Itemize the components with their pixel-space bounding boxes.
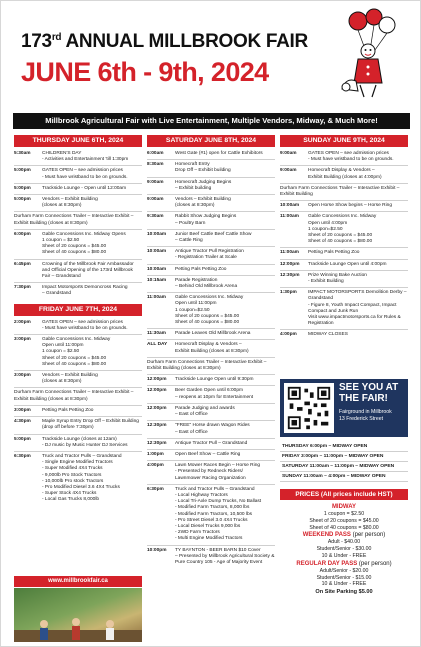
event-row: 9:00am Homecraft Judging Begins – Exhibit building: [147, 178, 275, 195]
price-line: Sheet of 40 coupons = $80.00: [309, 524, 379, 531]
event-row: 5:00pm GATES OPEN – see admission prices - Must have wristband to be on grounds.: [14, 166, 142, 183]
midway-hours-row: SUNDAY 11:00am – 4:00pm – MIDWAY OPEN: [280, 472, 408, 482]
event-row: 5:00pm Vendors – Exhibit Building (closes at 8:30pm): [14, 195, 142, 212]
midway-hours-row: THURSDAY 6:00pm – MIDWAY OPEN: [280, 442, 408, 452]
event-row: 6:00pm Gable Concessions Inc. Midway Opens 1 coupon = $2.50 Sheet of 20 coupons = $45.00 Sheet of 40 coupons = $80.00: [14, 230, 142, 260]
sunday-events: [280, 149, 408, 341]
event-row: 11:00am Gable Concessions Inc. Midway Open until 11:00pm 1 coupon=$2.50 Sheet of 20 coupons = $45.00 Sheet of 40 coupons = $80.00: [147, 293, 275, 329]
midway-hours-row: SATURDAY 11:00am – 11:00pm – MIDWAY OPEN: [280, 462, 408, 472]
day-heading-sunday: SUNDAY JUNE 9TH, 2024: [280, 135, 408, 147]
qr-code-icon[interactable]: [284, 383, 334, 433]
event-row: 9:00am GATES OPEN – see admission prices - Must have wristband to be on grounds.: [280, 149, 408, 166]
fair-photo: [14, 588, 142, 642]
event-row: 10:15am Parade Registration – Behind Old Millbrook Arena: [147, 276, 275, 293]
price-line: 1 coupon = $2.50: [323, 511, 365, 517]
weekend-pass-title: WEEKEND PASS (per person): [302, 532, 386, 539]
event-row: 4:00pm MIDWAY CLOSES: [280, 332, 348, 338]
event-row: 10:00am Junior Beef Cattle Beef Cattle Show – Cattle Ring: [147, 230, 275, 247]
poster-title: 173rd ANNUAL MILLBROOK FAIR: [21, 31, 308, 52]
price-line: 10 & Under - FREE: [321, 581, 367, 588]
event-row: 4:00pm Lawn Mower Races Begin – Horse Ring - Presented by Redneck Riders/ Lawnmower Racing Organization: [147, 461, 275, 485]
event-row: 9:30am Rabbit Show Judging Begins – Poultry Barn: [147, 212, 275, 229]
event-banner: Millbrook Agricultural Fair with Live Entertainment, Multiple Vendors, Midway, & Much More!: [13, 113, 410, 129]
event-row: 11:00am Gable Concessions Inc. Midway Open until 4:00pm 1 coupon=$2.50 Sheet of 20 coupons = $45.00 Sheet of 40 coupons = $80.00: [280, 212, 408, 248]
event-row: 6:30pm Truck and Tractor Pulls – Grandstand - Single Engine Modified Tractors - Super Modified 4X4 Trucks - 9,000lb Pro Stock Tractors - 10,000lb Pro stock Tractors - Pro Modified Diesel 3.6 4X4 Trucks - Super Stock 4X4 Trucks - Local Gas Trucks 8,000lb: [14, 453, 122, 503]
see-you-box: [280, 379, 408, 437]
event-row: 11:00am Petting Pals Petting Zoo: [280, 248, 408, 259]
prices-panel: [280, 489, 408, 596]
event-row: 12:00pm Trackside Lounge Open until 9:30pm: [147, 375, 275, 386]
event-row: 5:00pm Trackside Lounge (closes at 12am) - DJ music by Music Hunter DJ Services: [14, 435, 142, 452]
price-line: Adult - $40.00: [327, 539, 361, 546]
event-row: 6:45pm Crowning of the Millbrook Fair Ambassador and Official Opening of the 173rd Millbrook Fair – Grandstand: [14, 260, 142, 284]
event-row: Durham Farm Connections Trailer – Interactive Exhibit – Exhibit Building (closes at 8:30pm): [14, 388, 142, 405]
day-heading-saturday: SATURDAY JUNE 8TH, 2024: [147, 135, 275, 147]
event-row: Durham Farm Connections Trailer – Interactive Exhibit – Exhibit Building (closes at 8:30pm): [14, 212, 142, 229]
event-row: 12:00pm Beer Garden Open until 6:00pm – reopens at 10pm for Entertainment: [147, 386, 275, 403]
event-row: 1:00pm Open Beef Show – Cattle Ring: [147, 450, 275, 461]
event-row: 9:00am Vendors – Exhibit Building (closes at 8:30pm): [147, 195, 275, 212]
prices-heading: PRICES (All prices include HST): [280, 489, 408, 500]
event-row: 9:00am Homecraft Display & Vendors – Exhibit Building (closes at 4:00pm): [280, 166, 408, 183]
event-row: 10:00am Antique Tractor Pull Registration - Registration Trailer at Scale: [147, 247, 275, 264]
day-pass-title: REGULAR DAY PASS (per person): [296, 560, 392, 567]
price-line: Sheet of 20 coupons = $45.00: [309, 517, 379, 524]
thursday-events: [14, 149, 142, 300]
event-row: 3:00pm Gable Concessions Inc. Midway Open until 11:00pm 1 coupon = $2.50 Sheet of 20 coupons = $45.00 Sheet of 40 coupons = $80.00: [14, 335, 142, 371]
day-heading-friday: FRIDAY JUNE 7TH, 2024: [14, 304, 142, 316]
event-row: Durham Farm Connections Trailer – Interactive Exhibit – Exhibit Building: [280, 184, 408, 201]
poster-dates: JUNE 6th - 9th, 2024: [21, 57, 269, 87]
midway-hours-row: FRIDAY 3:00pm – 11:00pm – MIDWAY OPEN: [280, 452, 408, 462]
column-thursday-friday: [14, 135, 142, 506]
event-row: 6:30pm Truck and Tractor Pulls – Grandstand - Local Highway Tractors - Local Tri-Axle Dump Trucks, No Ballast - Modified Farm Tractors, 8,000 lbs - Modified Farm Tractors, 10,500 lbs - Pro Street Diesel 3.0 4X4 Trucks - Local Diesel Trucks 9,000 lbs - 2WD Farm Tractors - Multi Engine Modified Tractors: [147, 485, 275, 546]
event-row: 5:00pm Trackside Lounge - Open until 12:00am: [14, 184, 142, 195]
event-row: 12:00pm Trackside Lounge Open until 4:00pm: [280, 260, 408, 271]
event-row: 10:00am Petting Pals Petting Zoo: [147, 265, 275, 276]
event-row: 8:30am Homecraft Entry Drop Off – Exhibit building: [147, 160, 275, 177]
event-row: 3:00pm Vendors – Exhibit Building (closes at 8:30pm): [14, 371, 142, 388]
event-row: Durham Farm Connections Trailer – Interactive Exhibit – Exhibit Building (closes at 8:30pm): [147, 358, 275, 375]
event-row: 3:00pm Petting Pals Petting Zoo: [14, 406, 142, 417]
event-row: 10:00pm TY BAYNTON - BEER BARN $10 Cover – Presented by Millbrook Agricultural Society & Pure Country 105 - Age of Majority Event: [147, 547, 275, 565]
event-row: 10:00am Open Horse Show begins – Horse Ring: [280, 201, 408, 212]
event-row: 2:00pm GATES OPEN – see admission prices - Must have wristband to be on grounds.: [14, 318, 142, 335]
event-row: 1:30pm IMPACT MOTORSPORTS Demolition Derby – Grandstand - Figure 8, Youth Impact Compact, Impact Compact and Junk Run Visit www.impactmotorsports.ca for Rules & Registration: [280, 288, 408, 330]
event-row: 12:30pm Prize Winning Bake Auction - Exhibit Building: [280, 271, 408, 288]
price-line: Adult/Senior - $20.00: [319, 567, 369, 574]
midway-hours: [280, 442, 408, 482]
event-row: 12:30pm "FREE" Horse drawn Wagon Rides – East of Office: [147, 421, 275, 438]
event-row: ALL DAY Homecraft Display & Vendors – Exhibit Building (closes at 8:30pm): [147, 340, 275, 357]
event-row: 6:00am West Gate (#1) open for Cattle Exhibitors: [147, 149, 275, 160]
event-row: 7:30pm Impact Motorsports Demoncross Racing – Grandstand: [14, 285, 128, 297]
event-row: 4:30pm Maple Syrup Entry Drop Off – Exhibit Building (drop off before 7:30pm): [14, 417, 142, 434]
column-saturday: [147, 135, 275, 568]
event-row: 5:30am CHILDREN'S DAY - Activities and Entertainment 'till 1:30pm: [14, 149, 142, 166]
midway-price-title: MIDWAY: [331, 504, 357, 510]
see-you-headline: SEE YOU AT THE FAIR!: [339, 382, 399, 404]
event-row: 11:30am Parade Leaves Old Millbrook Arena: [147, 329, 275, 340]
parking-price: On Site Parking $5.00: [315, 589, 373, 596]
event-row: 12:30pm Antique Tractor Pull – Grandstand: [147, 439, 275, 450]
event-row: 12:00pm Parade Judging and awards – East of Office: [147, 404, 275, 421]
fair-mascot-logo: [324, 7, 412, 99]
fair-location: Fairground in Millbrook 13 Frederick Street: [339, 409, 392, 422]
price-line: 10 & Under - FREE: [321, 552, 367, 559]
column-sunday: [280, 135, 408, 341]
price-line: Student/Senior - $30.00: [316, 546, 372, 553]
friday-events: [14, 318, 142, 506]
website-link[interactable]: www.millbrookfair.ca: [14, 576, 142, 587]
day-heading-thursday: THURSDAY JUNE 6TH, 2024: [14, 135, 142, 147]
saturday-events: [147, 149, 275, 568]
price-line: Student/Senior - $15.00: [316, 574, 372, 581]
